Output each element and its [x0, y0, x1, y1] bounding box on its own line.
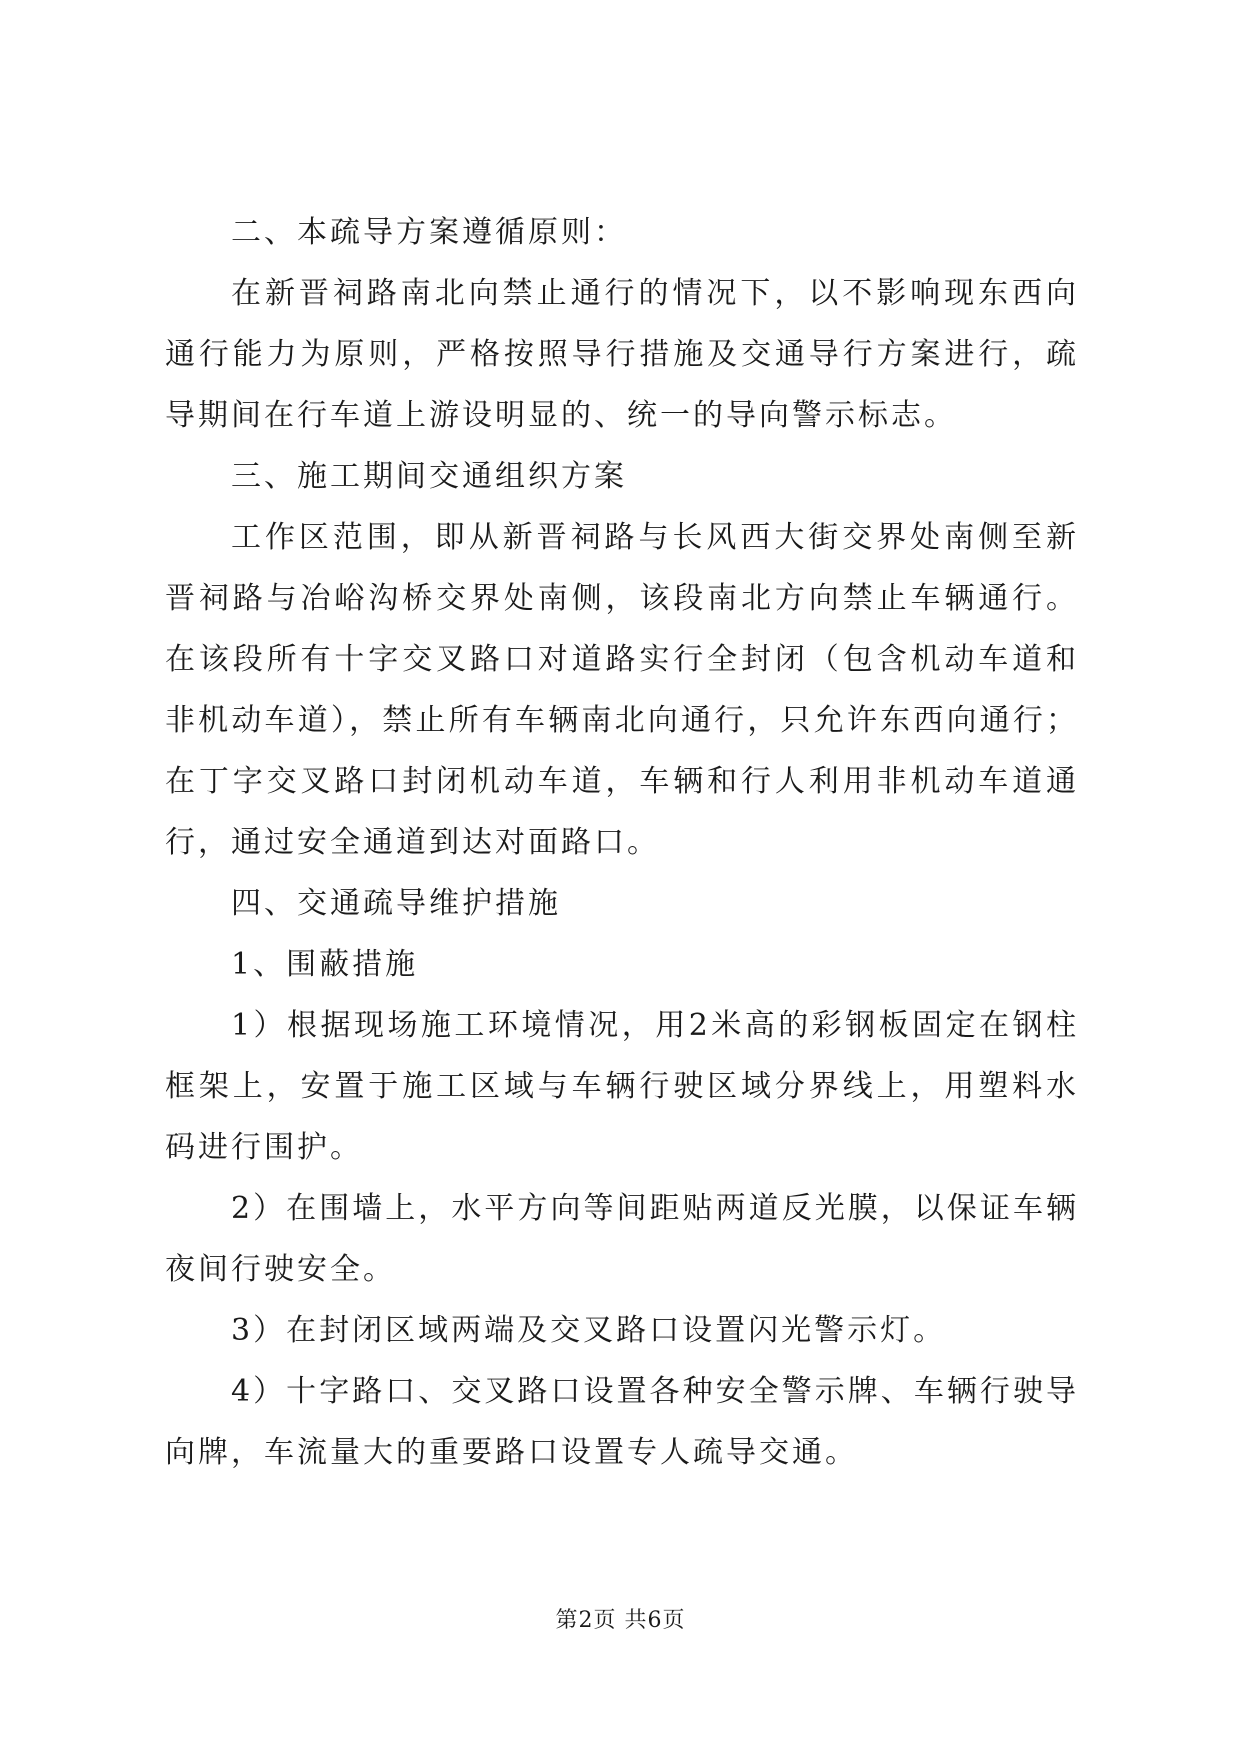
- section-heading-traffic-plan: 三、施工期间交通组织方案: [231, 459, 627, 494]
- subheading-enclosure: 1、围蔽措施: [231, 947, 419, 982]
- paragraph-work-zone: 工作区范围，即从新晋祠路与长风西大街交界处南侧至新晋祠路与冶峪沟桥交界处南侧，该段南北方向禁止车辆通行。在该段所有十字交叉路口对道路实行全封闭（包含机动车道和非机动车道），禁止所有车辆南北向通行，只允许东西向通行；在丁字交叉路口封闭机动车道，车辆和行人利用非机动车道通行，通过安全通道到达对面路口。: [165, 520, 1079, 860]
- section-heading-measures: 四、交通疏导维护措施: [231, 886, 561, 921]
- list-item-2: 2）在围墙上，水平方向等间距贴两道反光膜，以保证车辆夜间行驶安全。: [165, 1191, 1079, 1287]
- list-item-1: 1）根据现场施工环境情况，用2米高的彩钢板固定在钢柱框架上，安置于施工区域与车辆行驶区域分界线上，用塑料水码进行围护。: [165, 1008, 1079, 1165]
- list-item-3: 3）在封闭区域两端及交叉路口设置闪光警示灯。: [231, 1313, 947, 1348]
- paragraph-principles: 在新晋祠路南北向禁止通行的情况下，以不影响现东西向通行能力为原则，严格按照导行措施及交通导行方案进行，疏导期间在行车道上游设明显的、统一的导向警示标志。: [165, 276, 1079, 433]
- document-body: [165, 202, 1079, 1483]
- section-heading-principles: 二、本疏导方案遵循原则：: [231, 215, 627, 250]
- list-item-4: 4）十字路口、交叉路口设置各种安全警示牌、车辆行驶导向牌，车流量大的重要路口设置专人疏导交通。: [165, 1374, 1079, 1470]
- page-number-footer: 第2页 共6页: [555, 1608, 686, 1633]
